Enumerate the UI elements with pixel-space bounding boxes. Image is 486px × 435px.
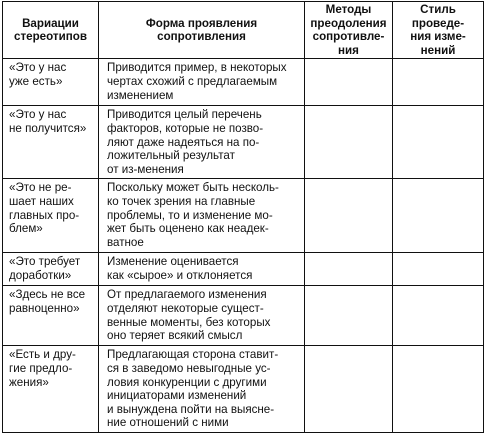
table-row bbox=[3, 346, 484, 433]
header-methods: Методы преодоления сопротивле- ния bbox=[305, 2, 393, 59]
table-row bbox=[3, 253, 484, 286]
style-cell bbox=[393, 179, 484, 253]
variation-cell: «Это требует доработки» bbox=[3, 253, 99, 286]
variation-cell: «Есть и дру- гие предло- жения» bbox=[3, 346, 99, 433]
style-cell bbox=[393, 253, 484, 286]
style-cell bbox=[393, 106, 484, 179]
methods-cell bbox=[305, 346, 393, 433]
form-cell: Изменение оценивается как «сырое» и отклоняется bbox=[99, 253, 305, 286]
style-cell bbox=[393, 59, 484, 106]
style-cell bbox=[393, 346, 484, 433]
methods-cell bbox=[305, 286, 393, 346]
form-cell: От предлагаемого изменения отделяют некоторые сущест- венные моменты, без которых оно теряет всякий смысл bbox=[99, 286, 305, 346]
methods-cell bbox=[305, 253, 393, 286]
table-row bbox=[3, 179, 484, 253]
methods-cell bbox=[305, 59, 393, 106]
table-header-row bbox=[3, 2, 484, 59]
table-row bbox=[3, 286, 484, 346]
variation-cell: «Это у нас уже есть» bbox=[3, 59, 99, 106]
form-cell: Предлагающая сторона ставит- ся в заведомо невыгодные ус- ловия конкуренции с другими инициаторами изменений и вынуждена пойти на выясне- ние отношений с ними bbox=[99, 346, 305, 433]
header-resistance-form: Форма проявления сопротивления bbox=[99, 2, 305, 59]
table-row bbox=[3, 106, 484, 179]
stereotypes-table bbox=[2, 1, 484, 433]
header-variations: Вариации стереотипов bbox=[3, 2, 99, 59]
style-cell bbox=[393, 286, 484, 346]
form-cell: Приводится целый перечень факторов, которые не позво- ляют даже надеяться на по- ложительный результат от из-менения bbox=[99, 106, 305, 179]
table-row bbox=[3, 59, 484, 106]
methods-cell bbox=[305, 179, 393, 253]
form-cell: Приводится пример, в некоторых чертах схожий с предлагаемым изменением bbox=[99, 59, 305, 106]
form-cell: Поскольку может быть несколь- ко точек зрения на главные проблемы, то и изменение мо- жет быть оценено как неадек- ватное bbox=[99, 179, 305, 253]
header-style: Стиль проведе- ния изме- нений bbox=[393, 2, 484, 59]
variation-cell: «Это не ре- шает наших главных про- блем» bbox=[3, 179, 99, 253]
methods-cell bbox=[305, 106, 393, 179]
variation-cell: «Здесь не все равноценно» bbox=[3, 286, 99, 346]
variation-cell: «Это у нас не получится» bbox=[3, 106, 99, 179]
document-page bbox=[2, 1, 483, 433]
